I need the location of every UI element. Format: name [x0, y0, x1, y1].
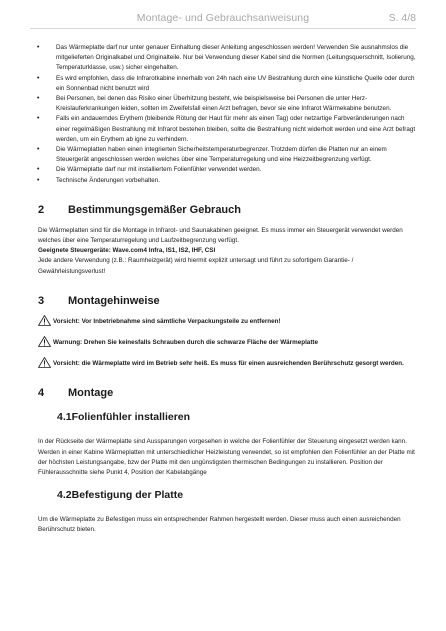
- list-item: [38, 43, 416, 74]
- header-divider: [30, 28, 416, 29]
- list-item: [38, 145, 416, 165]
- section-number: 2: [38, 203, 45, 216]
- bullet-text: Bei Personen, bei denen das Risiko einer Überhitzung besteht, wie beispielsweise bei Personen die unter Herz-Kreislauferkrankungen leiden, sollten im Zweifelsfall einen Arzt befragen, bevor sie eine Infrarot Wärmekabine benutzen.: [56, 95, 392, 113]
- warning-text: Vorsicht: die Wärmeplatte wird im Betrieb sehr heiß. Es muss für einen ausreichenden Berührschutz gesorgt werden.: [53, 360, 404, 368]
- subsection-number: 4.2: [57, 489, 72, 502]
- bullet-text: Die Wärmeplatten haben einen integrierten Sicherheitstemperaturbegrenzer. Trotzdem dürfen die Platten nur an einem Steuergerät angeschlossen werden welches über eine Temperaturregelung und eine Heizzeitbegrenzung verfügt.: [56, 146, 387, 164]
- bullet-icon: •: [37, 176, 40, 184]
- warning-note: [38, 359, 416, 369]
- list-item: [38, 165, 416, 175]
- bullet-text: Es wird empfohlen, dass die Infrarotkabine innerhalb von 24h nach eine UV Bestrahlung durch eine künstliche Quelle oder durch ein Sonnenbad nicht benutzt wird: [56, 74, 415, 92]
- safety-bullet-list: [38, 43, 416, 186]
- section-number: 3: [38, 294, 45, 307]
- section-heading-usage: [38, 204, 416, 217]
- warning-note: [38, 317, 416, 327]
- bullet-icon: •: [37, 146, 40, 154]
- warning-triangle-icon: [38, 336, 51, 347]
- sensor-paragraph: In der Rückseite der Wärmeplatte sind Aussparungen vorgesehen in welche der Folienfühler der Steuerung eingesetzt werden kann.: [38, 438, 407, 446]
- subsection-heading-sensor: [57, 411, 416, 424]
- section-title: Bestimmungsgemäßer Gebrauch: [68, 203, 241, 216]
- warning-text: Warnung: Drehen Sie keinesfalls Schrauben durch die schwarze Fläche der Wärmeplatte: [53, 339, 319, 347]
- list-item: [38, 114, 416, 145]
- usage-paragraph: Die Wärmeplatten sind für die Montage in Infrarot- und Saunakabinen geeignet. Es muss immer ein Steuergerät verwendet werden welches über eine Temperaturregelung und Laufzeitbegrenzung verfügt.: [38, 226, 403, 245]
- section-heading-installation-notes: [38, 295, 416, 308]
- subsection-number: 4.1: [57, 411, 72, 424]
- list-item: [38, 74, 416, 94]
- section-title: Montage: [68, 387, 114, 400]
- page-content: [38, 43, 416, 536]
- bullet-text: Technische Änderungen vorbehalten.: [56, 176, 160, 184]
- warning-text: Vorsicht: Vor Inbetriebnahme sind sämtliche Verpackungsteile zu entfernen!: [53, 317, 281, 325]
- warning-triangle-icon: [38, 357, 51, 368]
- bullet-text: Falls ein andauerndes Erythem (bleibende Rötung der Haut für mehr als einen Tag) oder netzartige Farbveränderungen nach einer regelmäßigen Bestrahlung mit Infrarot bestehen bleiben, sollte die Bestrahlung nicht widerholt werden und eine Arzt befragt werden, um ein Erythem ab igne zu verhindern.: [56, 115, 416, 143]
- warning-note: [38, 338, 416, 348]
- usage-warning-paragraph: Jede andere Verwendung (z.B.: Raumheizgerät) wird hiermit explizit untersagt und führt zu sofortigem Garantie- / Gewährleistungsverlust!: [38, 257, 354, 275]
- bullet-text: Das Wärmeplatte darf nur unter genauer Einhaltung dieser Anleitung angeschlossen werden! Verwenden Sie ausnahmslos die mitgelieferten Originalkabel und Originalteile. Nur bei Verwendung dieser Kabel sind die Normen (Leitungsquerschnitt, Isolierung, Temperaturklasse, usw.) sicher eingehalten.: [56, 44, 416, 72]
- section-title: Montagehinweise: [68, 294, 160, 307]
- bullet-icon: •: [37, 74, 40, 82]
- page-number: S. 4/8: [388, 12, 416, 24]
- suitable-controllers: Geeignete Steuergeräte: Wave.com4 Infra, IS1, IS2, IHF, CSI: [38, 247, 216, 255]
- mounting-paragraph: Um die Wärmeplatte zu Befestigen muss ein entsprechender Rahmen hergestellt werden. Dieser muss auch einen ausreichenden Berührschutz bieten.: [38, 516, 401, 534]
- list-item: [38, 94, 416, 114]
- page-header: [0, 0, 446, 32]
- bullet-icon: •: [37, 166, 40, 174]
- section-heading-assembly: [38, 387, 416, 400]
- list-item: [38, 176, 416, 186]
- warning-triangle-icon: [38, 315, 51, 326]
- bullet-icon: •: [37, 115, 40, 123]
- document-title: Montage- und Gebrauchsanweisung: [136, 12, 310, 24]
- bullet-text: Die Wärmeplatte darf nur mit installiertem Folienfühler verwendet werden.: [56, 166, 262, 174]
- subsection-title: Befestigung der Platte: [71, 489, 184, 502]
- section-number: 4: [38, 387, 45, 400]
- subsection-heading-mounting: [57, 489, 416, 502]
- subsection-title: Folienfühler installieren: [71, 411, 191, 424]
- bullet-icon: •: [37, 95, 40, 103]
- bullet-icon: •: [37, 44, 40, 51]
- sensor-placement-paragraph: Werden in einer Kabine Wärmeplatten mit unterschiedlicher Heizleistung verwendet, so ist empfohlen den Folienfühler an der Platte mit der höchsten Leistungsangabe, bzw der Platte mit den ungünstigsten thermischen Bedingungen zu installieren. Position der Fühlerausschnitte siehe Punkt 4, Position der Kabelabgänge: [38, 448, 415, 477]
